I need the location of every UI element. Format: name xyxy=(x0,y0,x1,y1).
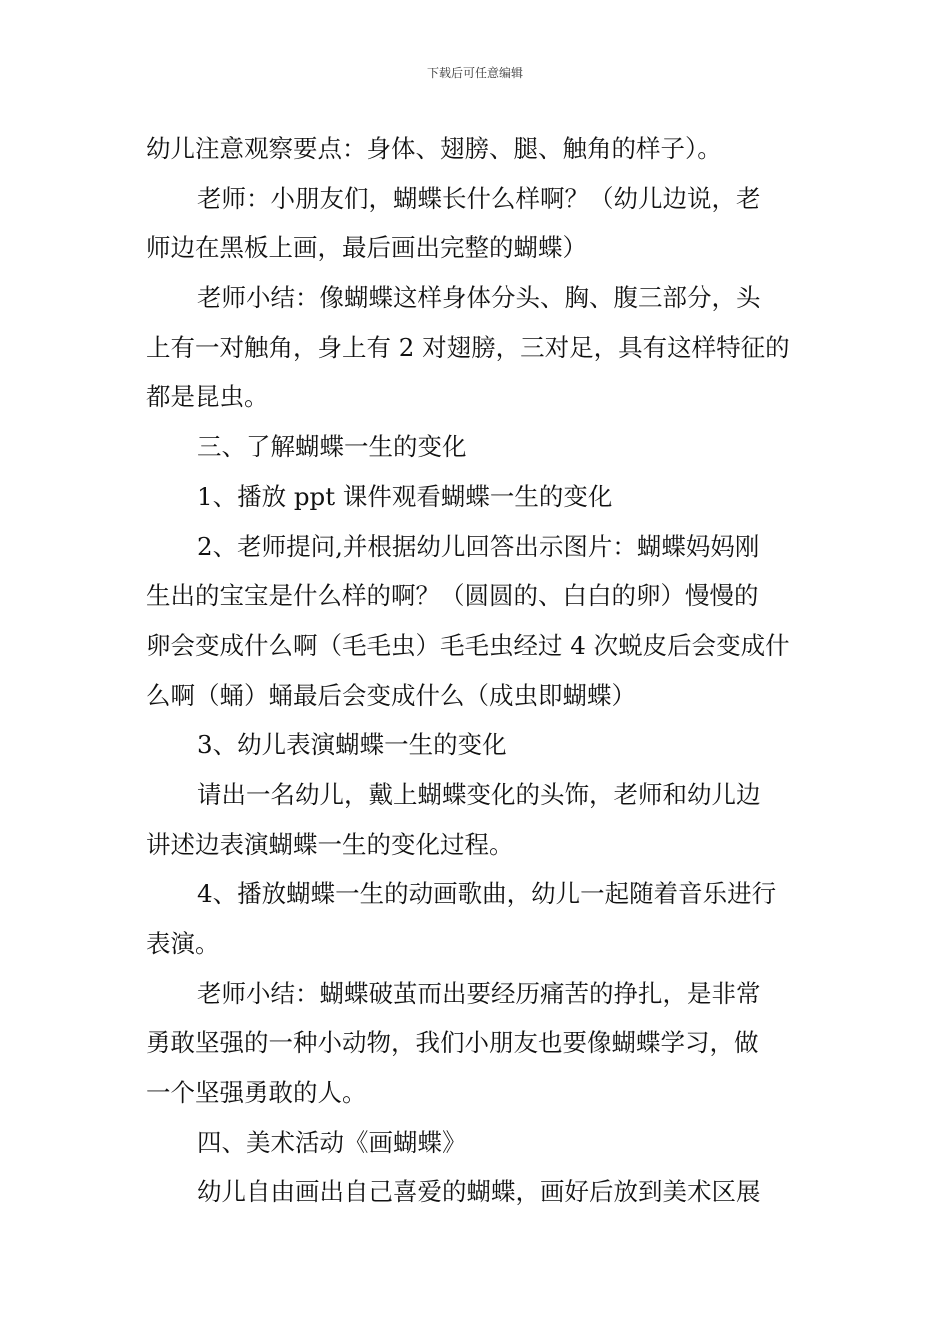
text-line: 2、老师提问,并根据幼儿回答出示图片：蝴蝶妈妈刚 xyxy=(197,531,760,561)
section-heading: 四、美术活动《画蝴蝶》 xyxy=(197,1127,467,1157)
text-line: 幼儿注意观察要点：身体、翅膀、腿、触角的样子）。 xyxy=(146,134,722,163)
text-line: 讲述边表演蝴蝶一生的变化过程。 xyxy=(146,829,514,859)
page-header: 下载后可任意编辑 xyxy=(426,66,523,80)
text-line: 请出一名幼儿，戴上蝴蝶变化的头饰，老师和幼儿边 xyxy=(197,779,761,809)
text-line: 都是昆虫。 xyxy=(146,382,269,412)
text-line: 一个坚强勇敢的人。 xyxy=(146,1078,367,1108)
text-line: 师边在黑板上画，最后画出完整的蝴蝶） xyxy=(146,233,587,263)
text-line: 幼儿自由画出自己喜爱的蝴蝶，画好后放到美术区展 xyxy=(197,1177,761,1207)
text-line: 3、幼儿表演蝴蝶一生的变化 xyxy=(197,730,507,760)
text-line: 老师小结：蝴蝶破茧而出要经历痛苦的挣扎，是非常 xyxy=(197,978,761,1008)
text-line: 勇敢坚强的一种小动物，我们小朋友也要像蝴蝶学习，做 xyxy=(146,1028,759,1058)
text-line: 老师：小朋友们，蝴蝶长什么样啊？（幼儿边说，老 xyxy=(197,183,761,213)
document-body xyxy=(146,124,810,1217)
text-line: 表演。 xyxy=(146,929,220,958)
section-heading: 三、了解蝴蝶一生的变化 xyxy=(197,432,467,462)
text-line: 上有一对触角，身上有 2 对翅膀，三对足，具有这样特征的 xyxy=(146,332,790,362)
text-line: 么啊（蛹）蛹最后会变成什么（成虫即蝴蝶） xyxy=(146,680,636,710)
text-line: 1、播放 ppt 课件观看蝴蝶一生的变化 xyxy=(197,481,613,511)
text-line: 4、播放蝴蝶一生的动画歌曲，幼儿一起随着音乐进行 xyxy=(197,879,777,909)
text-line: 卵会变成什么啊（毛毛虫）毛毛虫经过 4 次蜕皮后会变成什 xyxy=(146,630,790,660)
text-line: 生出的宝宝是什么样的啊？（圆圆的、白白的卵）慢慢的 xyxy=(146,581,759,611)
text-line: 老师小结：像蝴蝶这样身体分头、胸、腹三部分，头 xyxy=(197,283,761,313)
